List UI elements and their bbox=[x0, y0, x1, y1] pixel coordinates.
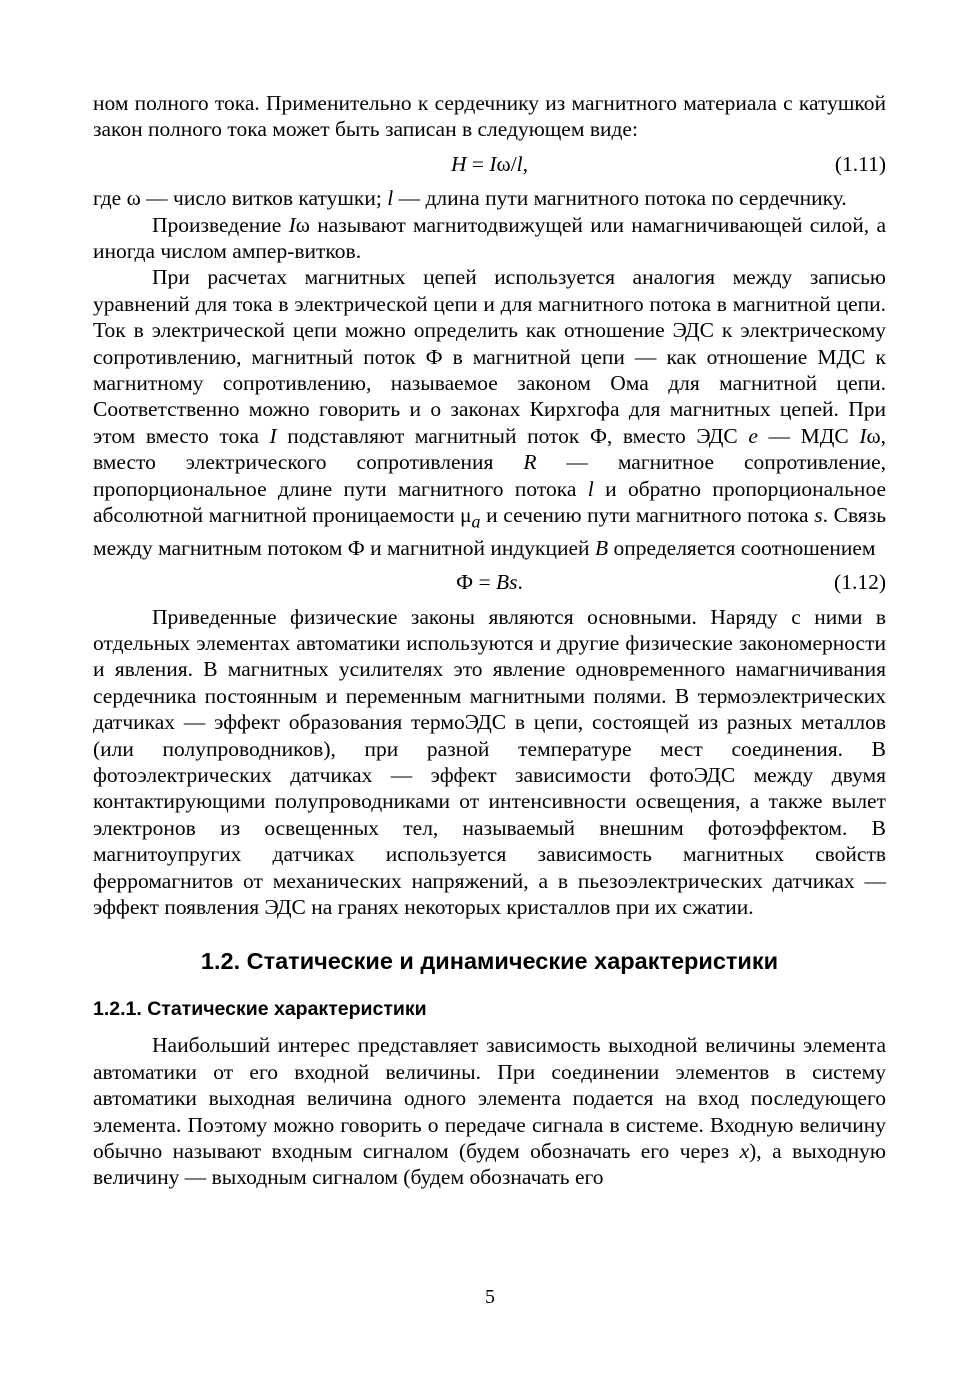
paragraph-mmf: Произведение Iω называют магнитодвижущей или намагничивающей силой, а иногда числом ампер-витков. bbox=[93, 212, 886, 264]
formula-1-12 bbox=[93, 569, 886, 595]
subsection-title: 1.2.1. Статические характеристики bbox=[93, 998, 427, 1021]
page-body bbox=[93, 90, 886, 1191]
paragraph-continuation: ном полного тока. Применительно к сердечнику из магнитного материала с катушкой закон полного тока может быть записан в следующем виде: bbox=[93, 91, 886, 142]
formula-1-11-number: (1.11) bbox=[834, 151, 886, 176]
formula-1-12-expression: Ф = Bs. bbox=[456, 570, 523, 595]
section-title: 1.2. Статические и динамические характеристики bbox=[200, 948, 779, 975]
paragraph-analogy: При расчетах магнитных цепей используется аналогия между записью уравнений для тока в электрической цепи и для магнитного потока в магнитной цепи. Ток в электрической цепи можно определить как отношение ЭДС к электрическому сопротивлению, магнитный поток Ф в магнитной цепи — как отношение МДС к магнитному сопротивлению, называемое законом Ома для магнитной цепи. Соответственно можно говорить и о законах Кирхгофа для магнитных цепей. При этом вместо тока I подставляют магнитный поток Ф, вместо ЭДС e — МДС Iω, вместо электрического сопротивления R — магнитное сопротивление, пропорциональное длине пути магнитного потока l и обратно пропорциональное абсолютной магнитной проницаемости $\mu_a$ и сечению пути магнитного потока s. Связь между магнитным потоком Ф и магнитной индукцией B определяется соотношением bbox=[93, 265, 887, 560]
formula-1-11-expression: H = Iω/l, bbox=[450, 151, 529, 176]
formula-1-11 bbox=[93, 151, 886, 177]
paragraph-where: где ω — число витков катушки; l — длина пути магнитного потока по сердечнику. bbox=[93, 186, 847, 211]
page-number: 5 bbox=[485, 1286, 495, 1308]
paragraph-static-characteristics: Наибольший интерес представляет зависимость выходной величины элемента автоматики от его входной величины. При соединении элементов в систему автоматики выходная величина одного элемента подается на вход последующего элемента. Поэтому можно говорить о передаче сигнала в системе. Входную величину обычно называют входным сигналом (будем обозначать его через x), а выходную величину — выходным сигналом (будем обозначать его bbox=[93, 1033, 886, 1190]
paragraph-physical-laws: Приведенные физические законы являются основными. Наряду с ними в отдельных элементах автоматики используются и другие физические закономерности и явления. В магнитных усилителях это явление одновременного намагничивания сердечника постоянным и переменным магнитными полями. В термоэлектрических датчиках — эффект образования термоЭДС в цепи, состоящей из разных металлов (или полупроводников), при разной температуре мест соединения. В фотоэлектрических датчиках — эффект зависимости фотоЭДС между двумя контактирующими полупроводниками от интенсивности освещения, а также вылет электронов из освещенных тел, называемый внешним фотоэффектом. В магнитоупругих датчиках используется зависимость магнитных свойств ферромагнитов от механических напряжений, а в пьезоэлектрических датчиках — эффект появления ЭДС на гранях некоторых кристаллов при их сжатии. bbox=[93, 604, 886, 920]
formula-1-12-number: (1.12) bbox=[834, 570, 886, 595]
